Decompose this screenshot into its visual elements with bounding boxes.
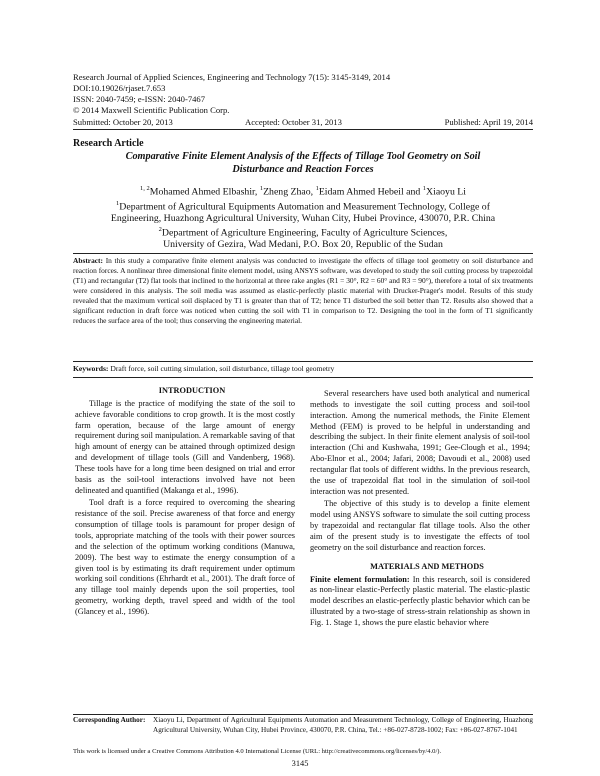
submitted-date: Submitted: October 20, 2013 bbox=[73, 117, 173, 127]
author-name: Zheng Zhao, bbox=[263, 186, 316, 198]
left-column bbox=[75, 386, 295, 618]
affiliation-text: Department of Agricultural Equipments Automation and Measurement Technology, College of bbox=[119, 201, 490, 213]
affiliation-sup: 2 bbox=[158, 226, 162, 234]
author-name: Mohamed Ahmed Elbashir, bbox=[149, 186, 260, 198]
author-block bbox=[73, 183, 533, 250]
corresponding-author-text: Xiaoyu Li, Department of Agricultural Equipments Automation and Measurement Technology, College of Engineering, Huazhong Agricultural University, Wuhan City, Hubei Province, 430070, P.R. China, Tel.: +86-027-8728-1002; Fax: +86-027-8767-1041 bbox=[153, 716, 533, 734]
author-sup: 1 bbox=[422, 185, 427, 192]
fe-formulation-text: In this research, soil is considered as non-linear elastic-Perfectly plastic material. The elastic-plastic model describes an elastic-perfectly plastic behavior which can be illustrated by a two-stage of stress-strain relationship as shown in Fig. 1. Stage 1, shows the pure elastic behavior where bbox=[310, 574, 530, 627]
title-line-1: Comparative Finite Element Analysis of the Effects of Tillage Tool Geometry on Soil bbox=[125, 151, 481, 162]
author-sup: 1 bbox=[259, 185, 264, 192]
fe-formulation-label: Finite element formulation: bbox=[310, 574, 410, 584]
abstract-text: In this study a comparative finite element analysis was conducted to investigate the effects of tillage tool geometry on soil disturbance and reaction forces. A nonlinear three dimensional finite element model, using ANSYS software, was developed to study the soil cutting process by trapezoidal (T1) and rectangular (T2) flat tools that inclined to the horizontal at three rake angles (R1 = 30°, R2 = 60° and R3 = 90°), therefore a total of six treatments were considered in this analysis. The soil media was assumed as elastic-perfectly plastic material with Drucker-Prager's model. Results of this study revealed that the maximum vertical soil displaced by T1 is greater than that of T2; hence T1 disturbed the soil better than T2. Results also showed that a significant reduction in draft force was noticed when cutting the soil with T1 in comparison to T2. Designing the tool in the form of T1 significantly reduces the surface area of the tool; thus conserving the engineering material. bbox=[73, 256, 533, 325]
doi: DOI:10.19026/rjaset.7.653 bbox=[73, 83, 166, 93]
corresponding-author-label: Corresponding Author: bbox=[73, 716, 146, 724]
abstract-bottom-rule bbox=[73, 361, 533, 362]
keywords-text: Draft force, soil cutting simulation, soil disturbance, tillage tool geometry bbox=[110, 364, 335, 373]
affiliation-2-cont: University of Gezira, Wad Medani, P.O. Box 20, Republic of the Sudan bbox=[163, 238, 443, 250]
paper-title bbox=[73, 151, 533, 176]
keywords-label: Keywords: bbox=[73, 364, 109, 373]
published-date: Published: April 19, 2014 bbox=[444, 117, 533, 127]
page-number: 3145 bbox=[291, 759, 309, 768]
accepted-date: Accepted: October 31, 2013 bbox=[245, 117, 342, 127]
author-list bbox=[73, 183, 533, 198]
keywords-rule bbox=[73, 377, 533, 378]
intro-paragraph-1: Tillage is the practice of modifying the state of the soil to achieve favorable conditions to crop growth. It is the most costly farm operation, because of the large amount of energy requirement during soil manipulation. A remarkable saving of that high amount of energy can be attained through optimized design and development of tillage tools (Gill and Vandenberg, 1968). These tools have for a long time been designed on trial and error basis as the soil-tool interactions involved have not been delineated and quantified (Makanga et al., 1996). bbox=[75, 398, 295, 495]
article-type: Research Article bbox=[73, 138, 144, 149]
author-sup: 1 bbox=[315, 185, 319, 192]
author-sup: 1, 2 bbox=[139, 185, 150, 192]
intro-paragraph-3: Several researchers have used both analytical and numerical methods to investigate the soil cutting process and soil-tool interaction. Among the numerical methods, the Finite Element Method (FEM) is proved to be helpful in understanding and describing the subject. In their finite element analysis of soil-tool interaction (Chi and Kushwaha, 1991; Gee-Clough et al., 1994; Abo-Elnor et al., 2004; Jafari, 2008; Davoudi et al., 2008) used rectangular flat tools of different widths. In the previous research, the use of trapezoidal flat tool in the simulation of soil-tool interaction was not presented. bbox=[310, 389, 530, 496]
methods-heading: MATERIALS AND METHODS bbox=[370, 561, 484, 571]
publication-dates bbox=[73, 117, 533, 128]
abstract bbox=[73, 256, 533, 326]
affiliation-1 bbox=[73, 198, 533, 213]
methods-paragraph-1 bbox=[310, 575, 530, 629]
affiliation-1-cont: Engineering, Huazhong Agricultural University, Wuhan City, Hubei Province, 430070, P.R. China bbox=[110, 212, 496, 224]
affiliation-text: Department of Agriculture Engineering, Faculty of Agriculture Sciences, bbox=[161, 227, 448, 239]
license-notice: This work is licensed under a Creative Commons Attribution 4.0 International License (URL: http://creativecommons.org/licenses/by/4.0/). bbox=[73, 748, 442, 755]
introduction-heading: INTRODUCTION bbox=[158, 386, 226, 395]
abstract-label: Abstract: bbox=[73, 256, 103, 265]
right-column bbox=[310, 389, 530, 629]
affiliation-sup: 1 bbox=[116, 199, 120, 207]
journal-header bbox=[73, 72, 533, 116]
header-rule bbox=[73, 129, 533, 130]
intro-paragraph-4: The objective of this study is to develop a finite element model using ANSYS software to simulate the soil cutting process by trapezoidal and rectangular flat tillage tools. Also the other aim of the present study is to investigate the effects of tool geometry on the soil disturbance and reaction forces. bbox=[310, 499, 530, 552]
affiliation-2 bbox=[73, 224, 533, 239]
keywords bbox=[73, 364, 533, 374]
title-line-2: Disturbance and Reaction Forces bbox=[232, 163, 374, 175]
journal-citation: Research Journal of Applied Sciences, Engineering and Technology 7(15): 3145-3149, 2014 bbox=[73, 72, 391, 82]
footer-rule bbox=[73, 714, 533, 715]
abstract-top-rule bbox=[73, 253, 533, 254]
author-name: Eidam Ahmed Hebeil and bbox=[318, 186, 423, 198]
intro-paragraph-2: Tool draft is a force required to overcoming the shearing resistance of the soil. Precise awareness of that force and energy consumption of tillage tools is paramount for proper design of tools, appropriate matching of the tools with their power sources and the selection of the optimum working conditions (Manuwa, 2009). The best way to estimate the energy consumption of a given tool is by estimating its draft requirement under optimum working soil conditions (Ehrhardt et al., 2001). The draft force of any tillage tool mainly depends upon the soil properties, tool geometry, working depth, travel speed and width of the tool (Glancey et al., 1996). bbox=[75, 498, 295, 616]
issn: ISSN: 2040-7459; e-ISSN: 2040-7467 bbox=[73, 94, 206, 104]
copyright: © 2014 Maxwell Scientific Publication Corp. bbox=[73, 105, 230, 115]
author-name: Xiaoyu Li bbox=[426, 186, 467, 198]
corresponding-author bbox=[73, 716, 533, 735]
